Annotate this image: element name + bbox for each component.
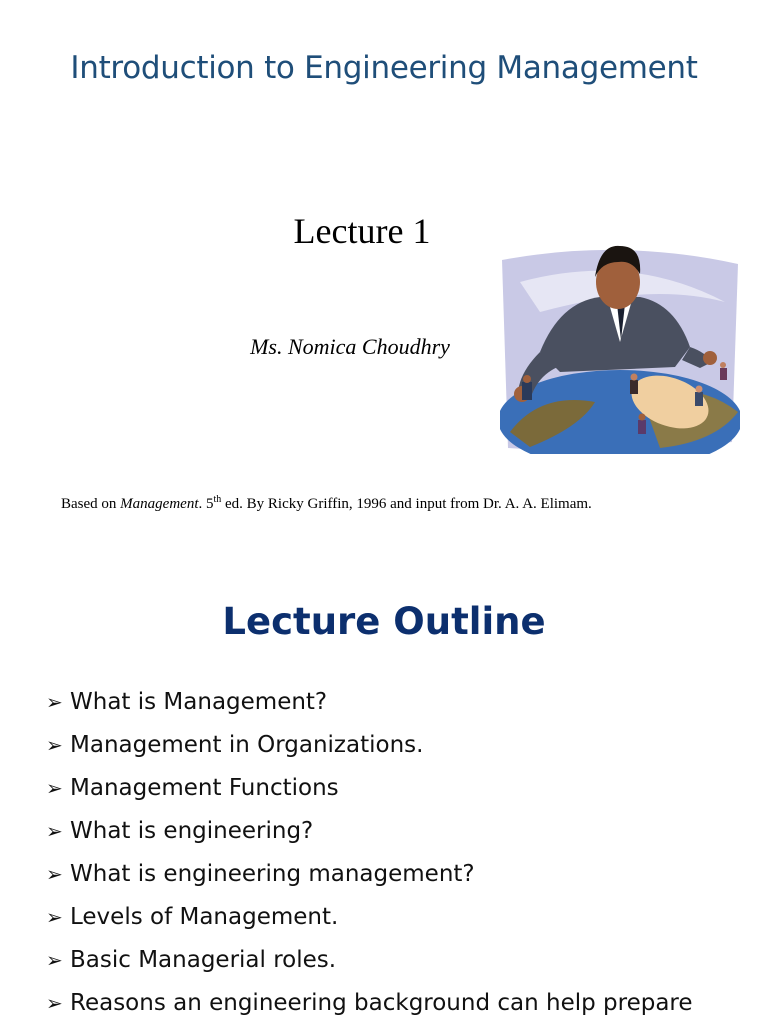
arrow-bullet-icon: ➢ <box>46 990 63 1015</box>
slide-title: Introduction to Engineering Management <box>70 50 698 86</box>
list-item: ➢ Basic Managerial roles. <box>46 946 337 973</box>
list-item: ➢ Management in Organizations. <box>46 731 424 758</box>
list-item: ➢ What is engineering management? <box>46 860 475 887</box>
arrow-bullet-icon: ➢ <box>46 775 63 800</box>
slide-2 <box>0 560 768 1024</box>
list-item: ➢ Levels of Management. <box>46 903 339 930</box>
author-name: Ms. Nomica Choudhry <box>250 334 450 359</box>
arrow-bullet-icon: ➢ <box>46 689 63 714</box>
arrow-bullet-icon: ➢ <box>46 904 63 929</box>
list-item: ➢ What is Management? <box>46 688 328 715</box>
list-item: ➢ Management Functions <box>46 774 339 801</box>
list-item: ➢ What is engineering? <box>46 817 314 844</box>
arrow-bullet-icon: ➢ <box>46 732 63 757</box>
arrow-bullet-icon: ➢ <box>46 861 63 886</box>
arrow-bullet-icon: ➢ <box>46 947 63 972</box>
source-citation: Based on Management. 5th ed. By Ricky Griffin, 1996 and input from Dr. A. A. Elimam. <box>61 494 592 512</box>
business-meeting-clipart <box>500 242 740 454</box>
arrow-bullet-icon: ➢ <box>46 818 63 843</box>
outline-title: Lecture Outline <box>222 600 546 643</box>
outline-list <box>46 680 693 1024</box>
list-item: ➢ Reasons an engineering background can help prepare <box>46 989 693 1016</box>
lecture-number: Lecture 1 <box>293 211 431 251</box>
